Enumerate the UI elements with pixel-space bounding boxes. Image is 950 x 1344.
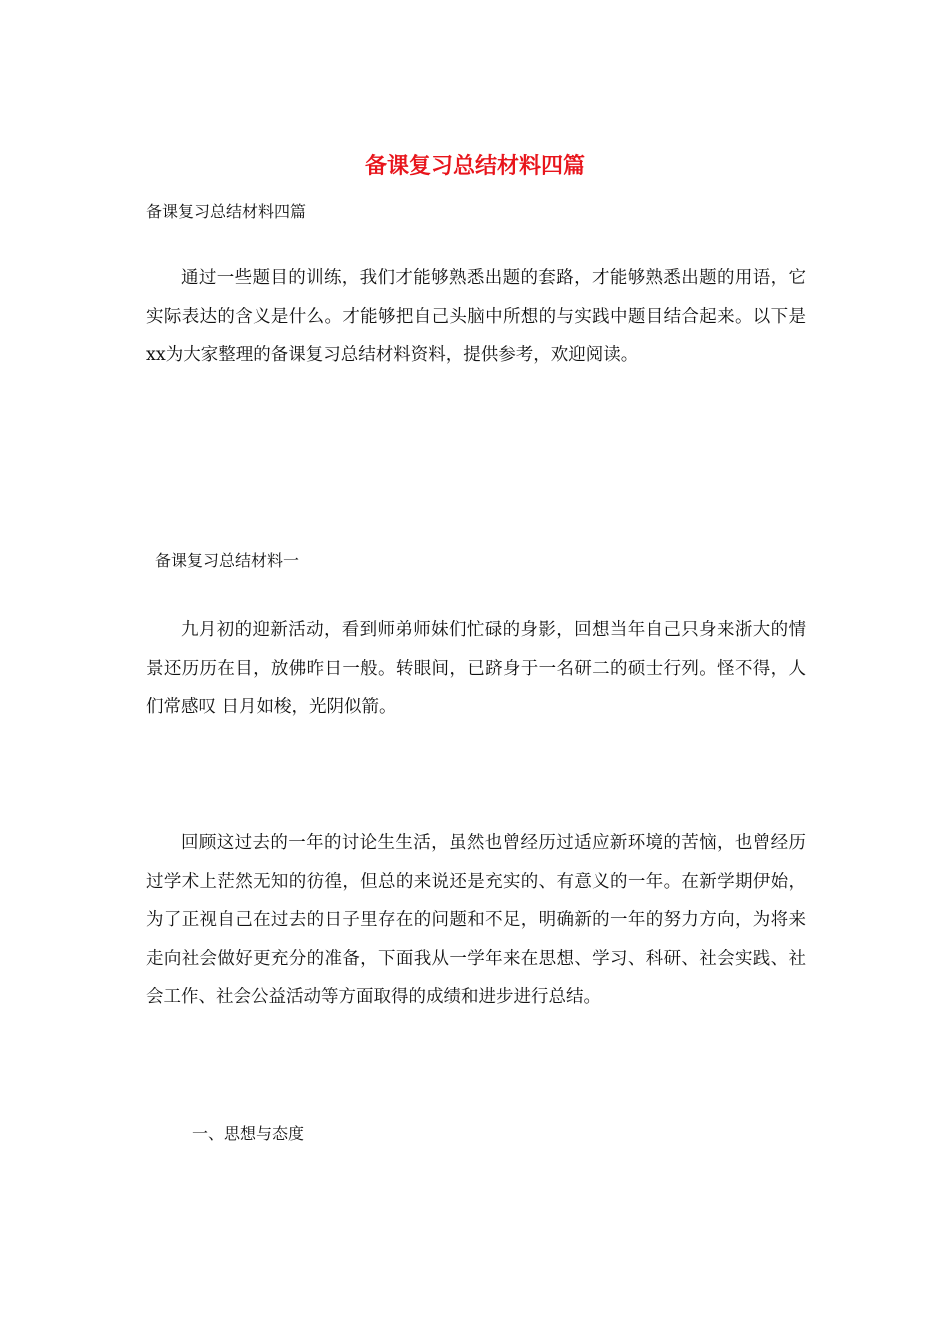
body-paragraph-1: 九月初的迎新活动，看到师弟师妹们忙碌的身影，回想当年自己只身来浙大的情景还历历在目，放佛昨日一般。转眼间，已跻身于一名研二的硕士行列。怪不得，人们常感叹 日月如梭，光阴似箭。 [146, 620, 806, 717]
section-heading-1: 备课复习总结材料一 [155, 551, 300, 570]
document-subtitle: 备课复习总结材料四篇 [146, 202, 307, 221]
subsection-heading-1: 一、思想与态度 [192, 1124, 305, 1143]
document-title: 备课复习总结材料四篇 [364, 153, 585, 179]
intro-paragraph: 通过一些题目的训练，我们才能够熟悉出题的套路，才能够熟悉出题的用语，它实际表达的含义是什么。才能够把自己头脑中所想的与实践中题目结合起来。以下是xx为大家整理的备课复习总结材料资料，提供参考，欢迎阅读。 [146, 268, 806, 365]
body-paragraph-2: 回顾这过去的一年的讨论生生活，虽然也曾经历过适应新环境的苦恼，也曾经历过学术上茫然无知的彷徨，但总的来说还是充实的、有意义的一年。在新学期伊始，为了正视自己在过去的日子里存在的问题和不足，明确新的一年的努力方向，为将来走向社会做好更充分的准备，下面我从一学年来在思想、学习、科研、社会实践、社会工作、社会公益活动等方面取得的成绩和进步进行总结。 [146, 833, 806, 1007]
